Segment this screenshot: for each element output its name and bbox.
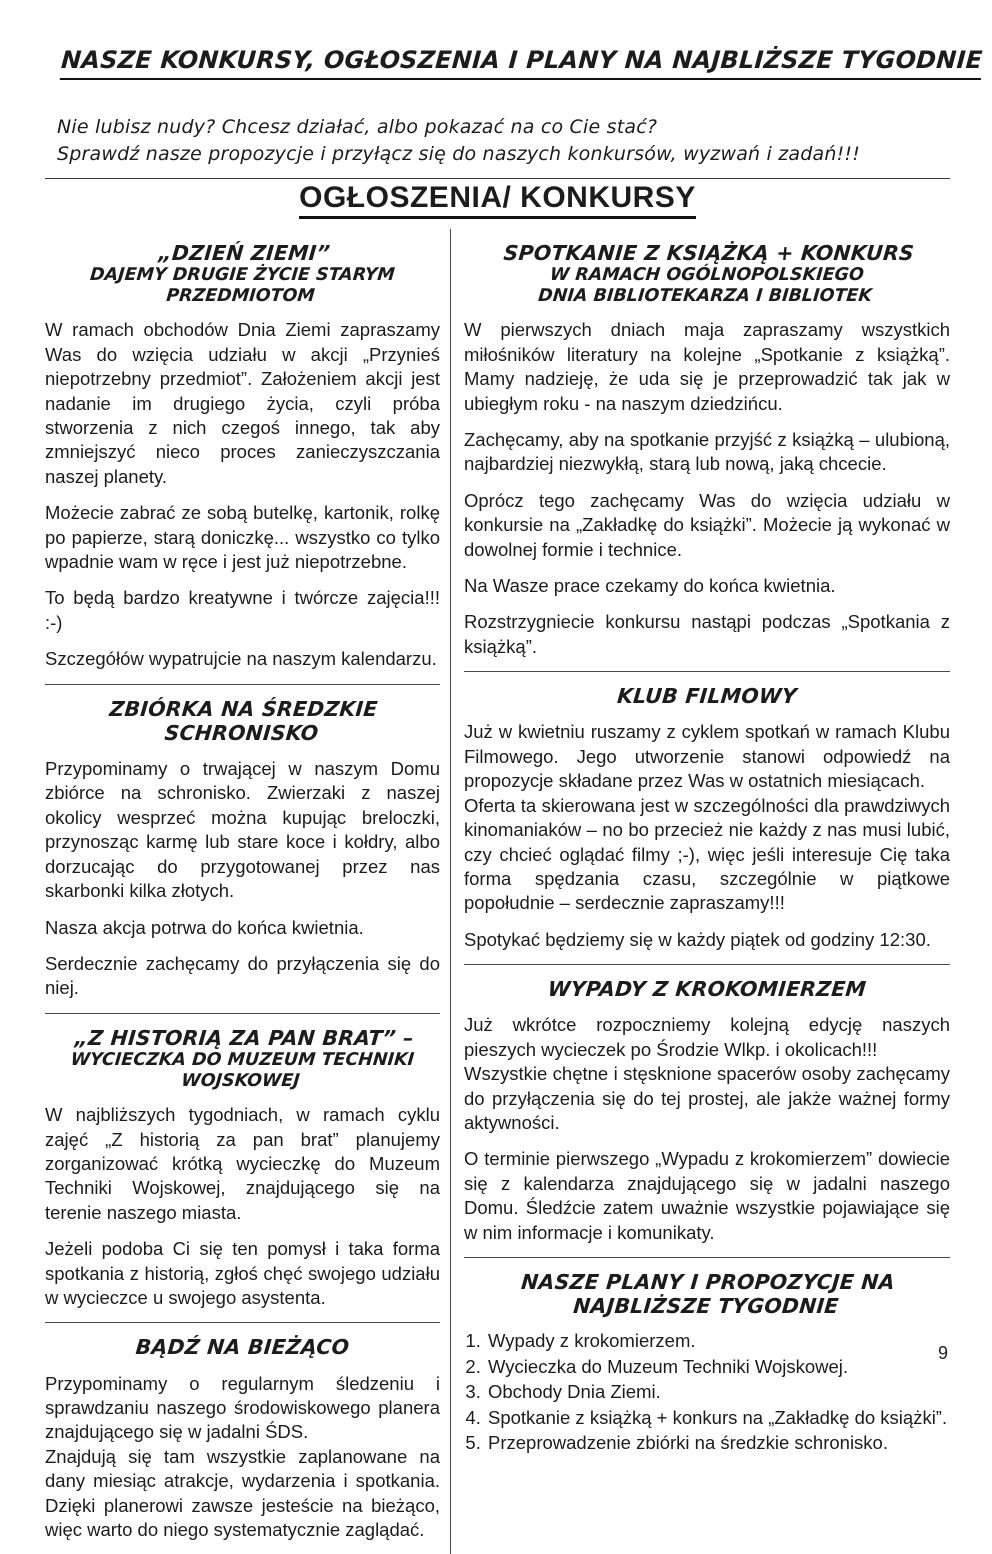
page-number: 9 — [937, 1343, 948, 1363]
paragraph: Na Wasze prace czekamy do końca kwietnia. — [464, 575, 836, 597]
list-item: 5. Przeprowadzenie zbiórki na średzkie schronisko. — [486, 1430, 950, 1456]
section-title: SPOTKANIE Z KSIĄŻKĄ + KONKURS W RAMACH OGÓLNOPOLSKIEGO DNIA BIBLIOTEKARZA I BIBLIOTEK — [502, 240, 916, 306]
paragraph: Możecie zabrać ze sobą butelkę, kartonik, rolkę po papierze, starą doniczkę... wszystko co tylko wpadnie wam w ręce i jest już niepotrzebne. — [45, 502, 440, 573]
paragraph: Już wkrótce rozpoczniemy kolejną edycję naszych pieszych wycieczek po Środzie Wlkp. i okolicach!!! — [464, 1014, 950, 1060]
section-title: KLUB FILMOWY — [616, 684, 798, 709]
paragraph: Przypominamy o trwającej w naszym Domu zbiórce na schronisko. Zwierzaki z naszej okolicy wesprzeć można kupując breloczki, przynosząc karmę lub stare koce i kołdry, albo dorzucając do przygotowanej przez nas skarbonki kilka złotych. — [45, 758, 440, 902]
page-title: NASZE KONKURSY, OGŁOSZENIA I PLANY NA NAJBLIŻSZE TYGODNIE — [60, 46, 984, 80]
paragraph: Przypominamy o regularnym śledzeniu i sprawdzaniu naszego środowiskowego planera znajdującego się w jadalni ŚDS. — [45, 1372, 440, 1443]
section-nasze-plany — [464, 1258, 950, 1468]
intro-text — [57, 114, 950, 168]
paragraph: Szczegółów wypatrujcie na naszym kalendarzu. — [45, 648, 437, 670]
left-column — [45, 229, 451, 1554]
paragraph: Wszystkie chętne i stęsknione spacerów osoby zachęcamy do przyłączenia się do tej prostej, ale jakże ważnej formy aktywności. — [464, 1063, 950, 1133]
paragraph: Zachęcamy, aby na spotkanie przyjść z książką – ulubioną, najbardziej niezwykłą, starą lub nową, jaką chcecie. — [464, 429, 950, 475]
intro-line-1: Nie lubisz nudy? Chcesz działać, albo pokazać na co Cie stać? — [57, 116, 658, 138]
section-z-historia-za-pan-brat — [45, 1014, 440, 1324]
section-zbiorka-na-schronisko — [45, 685, 440, 1014]
section-title: „DZIEŃ ZIEMI” DAJEMY DRUGIE ŻYCIE STARYM PRZEDMIOTOM — [89, 240, 396, 306]
two-column-layout — [45, 229, 950, 1554]
paragraph: To będą bardzo kreatywne i twórcze zajęcia!!! :-) — [45, 587, 440, 633]
paragraph: Już w kwietniu ruszamy z cyklem spotkań w ramach Klubu Filmowego. Jego utworzenie stanowi odpowiedź na propozycje składane przez Was w ostatnich miesiącach. — [464, 721, 950, 792]
paragraph: W najbliższych tygodniach, w ramach cyklu zajęć „Z historią za pan brat” planujemy zorganizować krótką wycieczkę do Muzeum Techniki Wojskowej, znajdującego się na terenie naszego miasta. — [45, 1104, 440, 1223]
list-item: 2. Wycieczka do Muzeum Techniki Wojskowej. — [486, 1354, 950, 1380]
list-item: 3. Obchody Dnia Ziemi. — [486, 1379, 950, 1405]
section-title: „Z HISTORIĄ ZA PAN BRAT” – WYCIECZKA DO MUZEUM TECHNIKI WOJSKOWEJ — [69, 1025, 415, 1091]
section-title: WYPADY Z KROKOMIERZEM — [546, 977, 868, 1002]
paragraph: Nasza akcja potrwa do końca kwietnia. — [45, 916, 364, 938]
paragraph: Oferta ta skierowana jest w szczególności dla prawdziwych kinomaniaków – no bo przecież nie każdy z nas musi lubić, czy chcieć oglądać filmy ;-), więc jeśli interesuje Cię taka forma spędzania czasu, szczególnie w piątkowe popołudnie – serdecznie zapraszamy!!! — [464, 794, 950, 914]
section-dzien-ziemi — [45, 229, 440, 685]
section-klub-filmowy — [464, 672, 950, 965]
header-divider — [45, 178, 950, 179]
intro-line-2: Sprawdź nasze propozycje i przyłącz się do naszych konkursów, wyzwań i zadań!!! — [57, 142, 861, 165]
section-wypady-z-krokomierzem — [464, 965, 950, 1258]
plans-list — [464, 1328, 950, 1456]
section-title: BĄDŹ NA BIEŻĄCO — [134, 1335, 351, 1360]
main-section-heading: OGŁOSZENIA/ KONKURSY — [299, 181, 696, 219]
right-column — [451, 229, 950, 1554]
list-item: 1. Wypady z krokomierzem. — [486, 1328, 950, 1354]
paragraph: Znajdują się tam wszystkie zaplanowane na dany miesiąc atrakcje, wydarzenia i spotkania. Dzięki planerowi zawsze jesteście na bieżąco, więc warto do niego systematycznie zaglądać. — [45, 1445, 440, 1541]
section-badz-na-biezaco — [45, 1323, 440, 1554]
section-spotkanie-z-ksiazka — [464, 229, 950, 672]
paragraph: W pierwszych dniach maja zapraszamy wszystkich miłośników literatury na kolejne „Spotkanie z książką”. Mamy nadzieję, że uda się je przeprowadzić tak jak w ubiegłym roku - na naszym dziedzińcu. — [464, 319, 950, 414]
paragraph: Oprócz tego zachęcamy Was do wzięcia udziału w konkursie na „Zakładkę do książki”. Możecie ją wykonać w dowolnej formie i technice. — [464, 489, 950, 560]
list-item: 4. Spotkanie z książką + konkurs na „Zakładkę do książki”. — [486, 1405, 950, 1431]
section-title: ZBIÓRKA NA ŚREDZKIE SCHRONISKO — [108, 696, 379, 745]
paragraph: Serdecznie zachęcamy do przyłączenia się do niej. — [45, 952, 440, 999]
paragraph: W ramach obchodów Dnia Ziemi zapraszamy Was do wzięcia udziału w akcji „Przynieś niepotrzebny przedmiot”. Założeniem akcji jest nadanie im drugiego życia, czyli próba stworzenia z nich czegoś innego, tak aby zmniejszyć nieco proces zanieczyszczania naszej planety. — [45, 319, 440, 487]
paragraph: Spotykać będziemy się w każdy piątek od godziny 12:30. — [464, 928, 931, 950]
paragraph: O terminie pierwszego „Wypadu z krokomierzem” dowiecie się z kalendarza znajdującego się w jadalni naszego Domu. Śledźcie zatem uważnie wszystkie pojawiające się w nim informacje i komunikaty. — [464, 1148, 950, 1243]
paragraph: Rozstrzygniecie konkursu nastąpi podczas „Spotkania z książką”. — [464, 611, 950, 657]
paragraph: Jeżeli podoba Ci się ten pomysł i taka forma spotkania z historią, zgłoś chęć swojego udziału w wycieczce u swojego asystenta. — [45, 1238, 440, 1309]
section-title: NASZE PLANY I PROPOZYCJE NA NAJBLIŻSZE TYGODNIE — [520, 1269, 896, 1319]
